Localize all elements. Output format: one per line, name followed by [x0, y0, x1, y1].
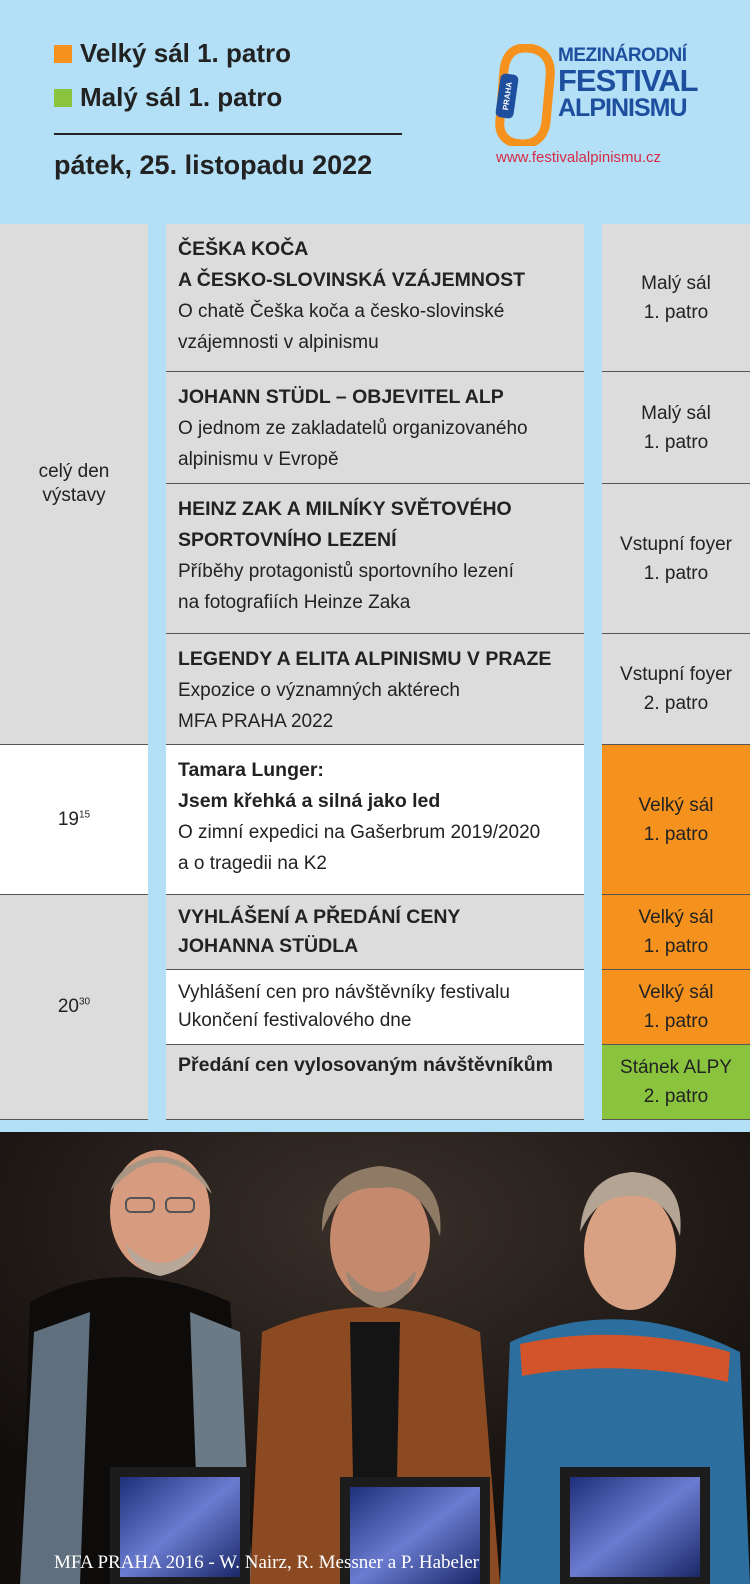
event-row [166, 224, 584, 372]
logo-badge-text: PRAHA [501, 81, 514, 111]
event-date: pátek, 25. listopadu 2022 [54, 150, 373, 180]
event-description: O zimní expedici na Gašerbrum 2019/2020 a o tragedii na K2 [178, 822, 541, 874]
event-description: Příběhy protagonistů sportovního lezení na fotografiích Heinze Zaka [178, 561, 514, 613]
event-row [166, 1045, 584, 1120]
event-title: ČEŠKA KOČA A ČESKO-SLOVINSKÁ VZÁJEMNOST [178, 238, 526, 291]
location-cell: Stánek ALPY 2. patro [602, 1045, 750, 1120]
location-cell: Malý sál 1. patro [602, 372, 750, 484]
event-title: LEGENDY A ELITA ALPINISMU V PRAZE [178, 648, 552, 670]
time-cell-1915 [0, 745, 148, 895]
event-description: Expozice o významných aktérech MFA PRAHA 2022 [178, 680, 460, 732]
location-cell: Velký sál 1. patro [602, 895, 750, 970]
location-cell: Velký sál 1. patro [602, 745, 750, 895]
legend-maly-sal [54, 82, 282, 113]
legend-velky-sal [54, 38, 291, 69]
schedule-table [0, 224, 750, 1132]
event-row [166, 895, 584, 970]
orange-square-icon [54, 45, 72, 63]
event-title: JOHANN STÜDL – OBJEVITEL ALP [178, 386, 504, 408]
event-row [166, 970, 584, 1045]
event-description: Vyhlášení cen pro návštěvníky festivalu Ukončení festivalového dne [178, 982, 510, 1031]
carabiner-icon [494, 44, 556, 146]
legend-velky-label: Velký sál 1. patro [80, 38, 292, 68]
logo-line-2: FESTIVAL [558, 63, 698, 98]
time-label: $20^{30}$ [57, 996, 91, 1017]
time-cell-all-day [0, 224, 148, 745]
event-row [166, 745, 584, 895]
photo-three-climbers [0, 1132, 750, 1584]
photo-caption: MFA PRAHA 2016 - W. Nairz, R. Messner a P. Habeler [54, 1552, 480, 1573]
logo-wordmark [558, 46, 698, 121]
location-cell: Velký sál 1. patro [602, 970, 750, 1045]
time-label: $19^{15}$ [57, 808, 91, 830]
festival-url-link[interactable]: www.festivalalpinismu.cz [496, 149, 662, 166]
location-cell: Malý sál 1. patro [602, 224, 750, 372]
event-title: HEINZ ZAK A MILNÍKY SVĚTOVÉHO SPORTOVNÍHO LEZENÍ [178, 498, 512, 551]
location-cell: Vstupní foyer 1. patro [602, 484, 750, 634]
event-title: VYHLÁŠENÍ A PŘEDÁNÍ CENY JOHANNA STÜDLA [178, 906, 461, 957]
divider [54, 133, 402, 135]
green-square-icon [54, 89, 72, 107]
event-description: O jednom ze zakladatelů organizovaného alpinismu v Evropě [178, 418, 528, 470]
legend-maly-label: Malý sál 1. patro [80, 82, 283, 112]
header [0, 0, 750, 224]
event-row [166, 372, 584, 484]
event-row [166, 634, 584, 745]
time-label: celý den výstavy [38, 461, 110, 506]
event-description: O chatě Češka koča a česko-slovinské vzájemnosti v alpinismu [178, 301, 505, 353]
photo-illustration [0, 1132, 750, 1584]
festival-logo [494, 40, 704, 150]
event-title: Předání cen vylosovaným návštěvníkům [178, 1054, 553, 1076]
logo-line-1: MEZINÁRODNÍ [558, 45, 687, 66]
location-cell: Vstupní foyer 2. patro [602, 634, 750, 745]
event-row [166, 484, 584, 634]
logo-line-3: ALPINISMU [558, 94, 687, 122]
event-title: Tamara Lunger: Jsem křehká a silná jako led [178, 759, 441, 812]
time-cell-2030 [0, 895, 148, 1120]
